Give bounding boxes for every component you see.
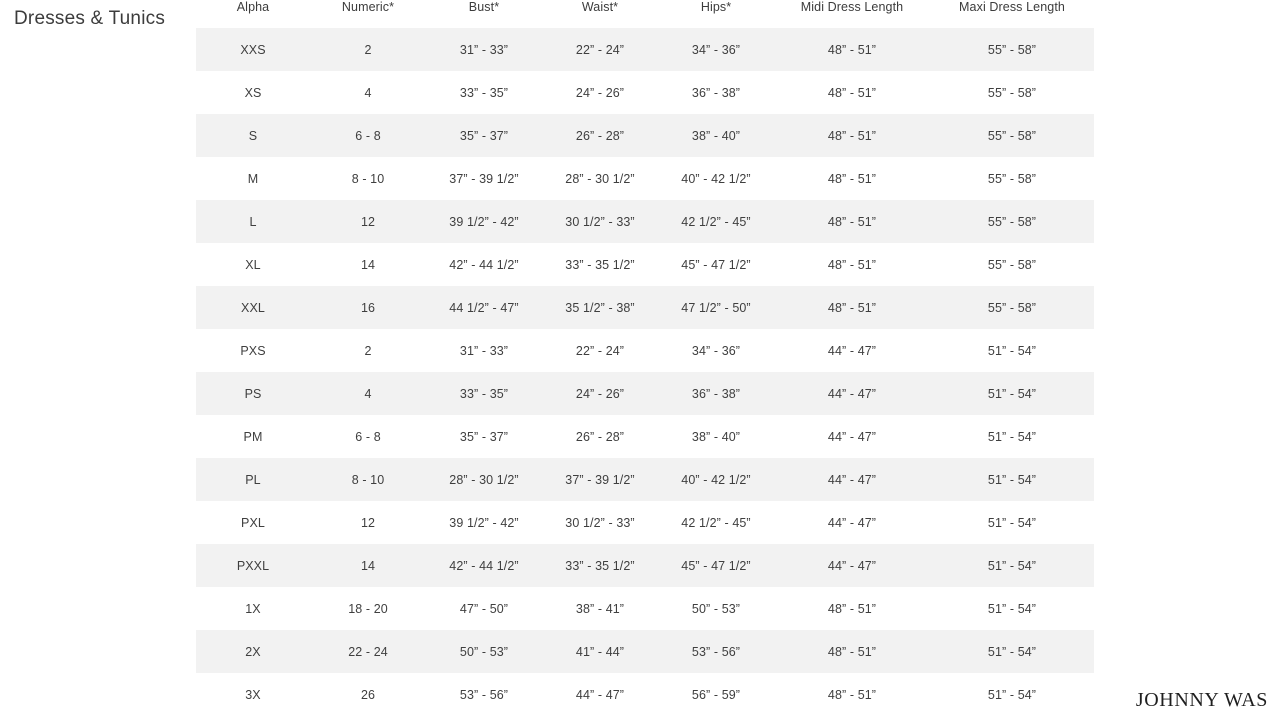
table-header-row (196, 0, 1094, 28)
table-cell: 6 - 8 (310, 114, 426, 157)
table-cell: 55” - 58” (987, 257, 1037, 272)
table-cell: 48” - 51” (774, 28, 930, 71)
table-cell: 2 (310, 28, 426, 71)
table-cell: 51” - 54” (930, 544, 1094, 587)
table-cell: 48” - 51” (774, 114, 930, 157)
table-row (196, 329, 1094, 372)
page-title: Dresses & Tunics (14, 8, 166, 29)
table-row (196, 372, 1094, 415)
size-chart-table (196, 0, 1094, 716)
table-row (196, 28, 1094, 71)
table-cell: 40” - 42 1/2” (681, 171, 751, 186)
table-cell: 42 1/2” - 45” (658, 200, 774, 243)
table-row (196, 544, 1094, 587)
table-column-header: Waist* (581, 0, 619, 14)
table-row (196, 286, 1094, 329)
table-cell: 51” - 54” (987, 515, 1037, 530)
table-cell-alpha-size: 2X (196, 630, 310, 673)
table-cell: 22 - 24 (310, 630, 426, 673)
table-cell-alpha-size: PXS (240, 343, 266, 358)
table-cell: 44” - 47” (827, 429, 877, 444)
table-cell: 55” - 58” (930, 28, 1094, 71)
table-cell-alpha-size: PXL (241, 515, 265, 530)
table-row (196, 458, 1094, 501)
table-cell-alpha-size: PXXL (196, 544, 310, 587)
table-cell: 31” - 33” (459, 343, 509, 358)
table-cell-alpha-size: PS (196, 372, 310, 415)
table-cell: 40” - 42 1/2” (658, 458, 774, 501)
table-cell-alpha-size: XL (245, 257, 261, 272)
table-cell-alpha-size: 1X (245, 601, 261, 616)
table-cell: 47” - 50” (459, 601, 509, 616)
table-cell: 44 1/2” - 47” (426, 286, 542, 329)
table-row (196, 71, 1094, 114)
table-cell: 42” - 44 1/2” (426, 544, 542, 587)
table-column-header: Maxi Dress Length (959, 0, 1065, 14)
table-cell: 16 (310, 286, 426, 329)
table-row (196, 587, 1094, 630)
table-cell: 8 - 10 (351, 171, 385, 186)
table-cell: 38” - 41” (575, 601, 625, 616)
table-cell: 55” - 58” (930, 200, 1094, 243)
table-cell: 31” - 33” (426, 28, 542, 71)
table-cell: 37” - 39 1/2” (542, 458, 658, 501)
table-cell: 30 1/2” - 33” (565, 515, 635, 530)
table-cell: 30 1/2” - 33” (542, 200, 658, 243)
table-cell: 48” - 51” (774, 200, 930, 243)
table-cell: 34” - 36” (658, 28, 774, 71)
table-cell: 6 - 8 (355, 429, 381, 444)
table-cell: 8 - 10 (310, 458, 426, 501)
table-row (196, 673, 1094, 716)
table-cell: 48” - 51” (827, 257, 877, 272)
table-cell-alpha-size: L (196, 200, 310, 243)
table-cell: 39 1/2” - 42” (449, 515, 519, 530)
table-row (196, 114, 1094, 157)
table-cell-alpha-size: PM (243, 429, 263, 444)
table-cell: 2 (364, 343, 372, 358)
table-cell: 33” - 35” (426, 372, 542, 415)
table-cell: 22” - 24” (575, 343, 625, 358)
table-cell-alpha-size: XS (244, 85, 262, 100)
table-cell: 22” - 24” (542, 28, 658, 71)
table-cell-alpha-size: XXS (196, 28, 310, 71)
table-cell: 24” - 26” (542, 372, 658, 415)
table-cell-alpha-size: M (247, 171, 259, 186)
table-cell: 51” - 54” (930, 372, 1094, 415)
table-row (196, 415, 1094, 458)
table-cell: 35” - 37” (426, 114, 542, 157)
table-cell: 14 (360, 257, 376, 272)
table-cell: 51” - 54” (930, 630, 1094, 673)
table-column-header: Numeric* (341, 0, 395, 14)
table-cell: 36” - 38” (658, 372, 774, 415)
table-cell: 44” - 47” (827, 515, 877, 530)
table-cell: 4 (364, 85, 372, 100)
table-cell: 26” - 28” (542, 114, 658, 157)
brand-logo: JOHNNY WAS (1135, 689, 1268, 711)
table-cell: 44” - 47” (774, 372, 930, 415)
table-cell: 18 - 20 (348, 601, 388, 616)
table-cell: 39 1/2” - 42” (426, 200, 542, 243)
table-cell: 45” - 47 1/2” (658, 544, 774, 587)
table-cell: 38” - 40” (658, 114, 774, 157)
table-cell: 28” - 30 1/2” (565, 171, 635, 186)
table-cell: 53” - 56” (459, 687, 509, 702)
table-cell: 48” - 51” (827, 85, 877, 100)
table-cell: 28” - 30 1/2” (426, 458, 542, 501)
table-cell: 12 (360, 515, 376, 530)
table-cell: 42 1/2” - 45” (681, 515, 751, 530)
table-cell: 55” - 58” (987, 171, 1037, 186)
table-cell: 48” - 51” (827, 687, 877, 702)
table-cell: 33” - 35 1/2” (542, 544, 658, 587)
table-cell: 44” - 47” (575, 687, 625, 702)
table-cell: 33” - 35” (459, 85, 509, 100)
table-cell: 51” - 54” (930, 458, 1094, 501)
table-cell: 14 (310, 544, 426, 587)
table-cell: 44” - 47” (774, 544, 930, 587)
table-row (196, 501, 1094, 544)
table-cell: 48” - 51” (827, 171, 877, 186)
table-cell: 51” - 54” (987, 343, 1037, 358)
table-cell: 47 1/2” - 50” (658, 286, 774, 329)
table-cell: 45” - 47 1/2” (681, 257, 751, 272)
table-column-header: Alpha (236, 0, 270, 14)
table-cell: 48” - 51” (827, 601, 877, 616)
table-column-header: Midi Dress Length (800, 0, 904, 14)
table-cell: 51” - 54” (987, 429, 1037, 444)
table-cell: 56” - 59” (691, 687, 741, 702)
table-cell: 36” - 38” (691, 85, 741, 100)
table-row (196, 243, 1094, 286)
table-cell: 48” - 51” (774, 630, 930, 673)
table-cell-alpha-size: XXL (196, 286, 310, 329)
size-chart-table-container (196, 0, 1094, 716)
table-cell: 26” - 28” (575, 429, 625, 444)
table-cell: 34” - 36” (691, 343, 741, 358)
table-cell: 51” - 54” (987, 687, 1037, 702)
table-cell: 55” - 58” (930, 114, 1094, 157)
table-cell: 55” - 58” (987, 85, 1037, 100)
table-cell: 33” - 35 1/2” (565, 257, 635, 272)
table-cell: 42” - 44 1/2” (449, 257, 519, 272)
table-cell: 51” - 54” (987, 601, 1037, 616)
table-cell: 53” - 56” (658, 630, 774, 673)
table-row (196, 157, 1094, 200)
table-cell: 37” - 39 1/2” (449, 171, 519, 186)
table-cell: 26 (360, 687, 376, 702)
table-cell: 44” - 47” (827, 343, 877, 358)
table-cell: 24” - 26” (575, 85, 625, 100)
table-column-header: Bust* (468, 0, 500, 14)
table-cell: 38” - 40” (691, 429, 741, 444)
table-body (196, 28, 1094, 716)
table-cell: 48” - 51” (774, 286, 930, 329)
table-cell-alpha-size: PL (196, 458, 310, 501)
table-cell: 35” - 37” (459, 429, 509, 444)
table-cell: 44” - 47” (774, 458, 930, 501)
table-cell-alpha-size: 3X (245, 687, 261, 702)
table-cell: 50” - 53” (691, 601, 741, 616)
table-cell: 41” - 44” (542, 630, 658, 673)
table-cell: 55” - 58” (930, 286, 1094, 329)
table-cell: 35 1/2” - 38” (542, 286, 658, 329)
table-cell: 4 (310, 372, 426, 415)
table-row (196, 200, 1094, 243)
table-cell: 12 (310, 200, 426, 243)
table-column-header: Hips* (700, 0, 732, 14)
table-row (196, 630, 1094, 673)
table-cell: 50” - 53” (426, 630, 542, 673)
table-cell-alpha-size: S (196, 114, 310, 157)
